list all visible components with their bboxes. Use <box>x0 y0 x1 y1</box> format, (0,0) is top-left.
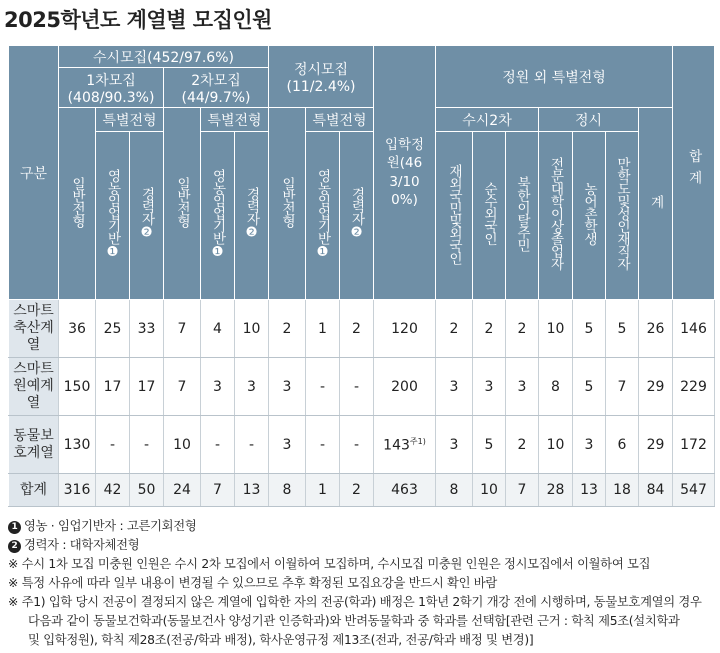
header-jeongsi-outside: 정시 <box>539 108 639 132</box>
table-row <box>9 358 715 416</box>
table-cell <box>340 300 374 358</box>
table-row <box>9 416 715 474</box>
cell-value: 13 <box>580 482 598 498</box>
cell-value: 3 <box>213 378 222 395</box>
header-special-3: 특별전형 <box>306 108 374 132</box>
cell-value: 4 <box>213 320 222 337</box>
header-career-3: 경력자❷ <box>340 132 374 300</box>
cell-value: - <box>214 436 221 453</box>
table-cell <box>201 416 235 474</box>
header-special-1: 특별전형 <box>96 108 164 132</box>
header-admission-quota-label: 입학정원(463/100%) <box>384 137 425 208</box>
table-cell <box>340 416 374 474</box>
table-cell <box>473 300 506 358</box>
table-cell <box>306 474 340 507</box>
cell-value: 17 <box>137 378 156 395</box>
table-cell <box>59 416 96 474</box>
header-outside: 정원 외 특별전형 <box>436 46 673 108</box>
cell-value: 2 <box>517 436 527 453</box>
table-cell <box>673 474 715 507</box>
note-5-line-3: 및 입학정원), 학칙 제28조(전공/학과 배정), 학사운영규정 제13조(전과, 전공/학과 배정 및 변경)] <box>28 633 534 647</box>
cell-value: 17 <box>103 378 122 395</box>
cell-value: - <box>248 436 255 453</box>
cell-value: 10 <box>173 436 191 453</box>
note-3: ※ 수시 1차 모집 미충원 인원은 수시 2차 모집에서 이월하여 모집하며, 수시모집 미충원 인원은 정시모집에서 이월하여 모집 <box>8 557 651 571</box>
table-cell <box>130 416 164 474</box>
table-cell <box>235 416 269 474</box>
notes <box>8 517 714 650</box>
table-cell <box>506 416 539 474</box>
cell-value: 84 <box>646 482 665 498</box>
cell-value: 1 <box>318 482 327 498</box>
table-cell <box>164 474 201 507</box>
cell-value: 5 <box>584 378 594 395</box>
cell-value: 8 <box>282 482 292 498</box>
table-cell <box>201 358 235 416</box>
header-susi2 <box>164 68 269 108</box>
admission-table <box>8 45 715 507</box>
cell-value: 10 <box>242 320 261 337</box>
cell-value: 3 <box>517 378 527 395</box>
header-rural: 농어촌학생 <box>573 132 606 300</box>
table-cell <box>539 416 573 474</box>
cell-value: 7 <box>617 378 627 395</box>
cell-value: 130 <box>63 436 91 453</box>
cell-value: 7 <box>517 482 527 498</box>
header-susi1-sub: (408/90.3%) <box>67 89 155 106</box>
cell-value: 2 <box>449 320 459 337</box>
table-cell <box>164 358 201 416</box>
table-cell <box>639 416 673 474</box>
table-cell <box>374 300 436 358</box>
header-jeongsi-sub: (11/2.4%) <box>286 78 356 95</box>
cell-value: 2 <box>352 320 361 337</box>
table-cell <box>59 358 96 416</box>
header-general-1: 일반전형 <box>59 108 96 300</box>
cell-value: 3 <box>584 436 594 453</box>
cell-value: 6 <box>617 436 627 453</box>
table-cell <box>269 358 306 416</box>
page-title: 2025학년도 계열별 모집인원 <box>4 8 272 32</box>
cell-value: 5 <box>617 320 627 337</box>
table-cell <box>506 474 539 507</box>
table-cell <box>59 474 96 507</box>
note-1-marker: 1 <box>8 521 21 534</box>
cell-value: - <box>353 378 360 395</box>
table-cell <box>506 300 539 358</box>
note-2-marker: 2 <box>8 540 21 553</box>
header-agri-1: 영농임업기반❶ <box>96 132 130 300</box>
cell-value: 7 <box>213 482 222 498</box>
cell-value: 2 <box>517 320 527 337</box>
cell-value: 26 <box>646 320 665 337</box>
cell-value: 3 <box>247 378 256 395</box>
table-cell <box>436 416 473 474</box>
table-cell <box>269 474 306 507</box>
cell-value: 8 <box>551 378 560 395</box>
table-cell <box>573 474 606 507</box>
cell-value: 547 <box>680 482 707 498</box>
header-susi1-label: 1차모집 <box>86 72 136 89</box>
cell-value: 5 <box>584 320 594 337</box>
table-cell <box>606 474 639 507</box>
table-cell <box>130 300 164 358</box>
cell-value: 13 <box>242 482 261 498</box>
header-jeongsi-label: 정시모집 <box>293 61 349 78</box>
table-cell <box>673 358 715 416</box>
cell-value: 150 <box>63 378 91 395</box>
header-gubun: 구분 <box>9 46 59 300</box>
cell-value: 2 <box>484 320 494 337</box>
header-adult: 만학도및성인재직자 <box>606 132 639 300</box>
header-total-label: 합계 <box>685 149 702 192</box>
table-cell <box>340 358 374 416</box>
note-5-line-1: ※ 주1) 입학 당시 전공이 결정되지 않은 계열에 입학한 자의 전공(학과) 배정은 1학년 2학기 개강 전에 시행하며, 동물보호계열의 경우 <box>8 595 702 609</box>
cell-value: 18 <box>613 482 631 498</box>
header-foreign: 재외국민및외국인 <box>436 132 473 300</box>
table-cell <box>673 300 715 358</box>
row-label: 합계 <box>9 474 59 507</box>
note-5-line-2: 다음과 같이 동물보건학과(동물보건사 양성기관 인증학과)와 반려동물학과 중 학과를 선택함[관련 근거 : 학칙 제5조(설치학과 <box>28 614 680 628</box>
cell-value: - <box>143 436 150 453</box>
table-cell <box>573 358 606 416</box>
header-subtotal: 계 <box>639 108 673 300</box>
table-cell <box>539 474 573 507</box>
header-defector: 북한이탈주민 <box>506 132 539 300</box>
note-1: 1 영농 · 임업기반자 : 고른기회전형 <box>8 517 714 536</box>
cell-value: 29 <box>646 436 665 453</box>
table-row <box>9 300 715 358</box>
table-cell <box>374 358 436 416</box>
table-cell <box>96 416 130 474</box>
cell-value: 172 <box>680 436 707 453</box>
table-cell <box>235 358 269 416</box>
table-cell <box>539 300 573 358</box>
header-total <box>673 46 715 300</box>
cell-value: 146 <box>680 320 707 337</box>
table-cell <box>201 300 235 358</box>
table-cell <box>539 358 573 416</box>
table-cell <box>306 416 340 474</box>
cell-value: 10 <box>546 436 565 453</box>
cell-value: 463 <box>391 482 418 498</box>
table-cell <box>130 474 164 507</box>
table-cell <box>164 300 201 358</box>
table-cell <box>473 474 506 507</box>
header-admission-quota <box>374 46 436 300</box>
table-cell <box>235 474 269 507</box>
table-cell <box>673 416 715 474</box>
cell-value: 3 <box>282 436 292 453</box>
header-special-2: 특별전형 <box>201 108 269 132</box>
header-agri-3: 영농임업기반❶ <box>306 132 340 300</box>
header-career-1: 경력자❷ <box>130 132 164 300</box>
header-general-3: 일반전형 <box>269 108 306 300</box>
table-cell <box>639 300 673 358</box>
cell-value: 1 <box>318 320 327 337</box>
header-agri-2: 영농임업기반❶ <box>201 132 235 300</box>
row-label: 스마트축산계열 <box>9 300 59 358</box>
cell-value: 36 <box>68 320 86 337</box>
header-susi1 <box>59 68 164 108</box>
cell-value: 3 <box>484 378 494 395</box>
table-cell <box>96 358 130 416</box>
header-susi: 수시모집(452/97.6%) <box>59 46 269 68</box>
cell-value: 10 <box>480 482 498 498</box>
table-cell <box>606 358 639 416</box>
cell-value: 7 <box>177 378 187 395</box>
header-susi2cha: 수시2차 <box>436 108 539 132</box>
cell-value: 2 <box>352 482 361 498</box>
cell-value: 33 <box>137 320 156 337</box>
table-cell <box>639 474 673 507</box>
cell-value: 316 <box>63 482 91 498</box>
cell-value: 8 <box>449 482 459 498</box>
cell-value: 143 <box>383 437 410 454</box>
table-cell <box>164 416 201 474</box>
cell-value: 24 <box>173 482 191 498</box>
table-cell <box>436 358 473 416</box>
header-susi2-label: 2차모집 <box>191 72 241 89</box>
header-susi2-sub: (44/9.7%) <box>181 89 251 106</box>
header-vocational: 전문대학이상졸업자 <box>539 132 573 300</box>
table-cell <box>573 416 606 474</box>
cell-value: - <box>353 436 360 453</box>
cell-value: - <box>319 378 326 395</box>
header-pure-foreign: 순수외국인 <box>473 132 506 300</box>
table-cell <box>506 358 539 416</box>
table-row <box>9 474 715 507</box>
cell-value: 200 <box>391 378 418 395</box>
cell-value: 3 <box>449 378 459 395</box>
header-general-2: 일반전형 <box>164 108 201 300</box>
cell-value: 5 <box>484 436 494 453</box>
table-cell <box>130 358 164 416</box>
table-cell <box>473 358 506 416</box>
table-cell <box>473 416 506 474</box>
table-cell <box>96 300 130 358</box>
row-label: 동물보호계열 <box>9 416 59 474</box>
table-cell <box>340 474 374 507</box>
note-2: 2 경력자 : 대학자체전형 <box>8 536 714 555</box>
footnote-marker: 주1) <box>409 436 426 446</box>
table-cell <box>201 474 235 507</box>
cell-value: - <box>109 436 116 453</box>
header-career-2: 경력자❷ <box>235 132 269 300</box>
table-cell <box>306 358 340 416</box>
cell-value: 2 <box>282 320 292 337</box>
table-cell <box>639 358 673 416</box>
table-cell <box>235 300 269 358</box>
table-cell <box>436 474 473 507</box>
table-cell <box>374 474 436 507</box>
row-label: 스마트원예계열 <box>9 358 59 416</box>
cell-value: 3 <box>282 378 292 395</box>
table-cell <box>59 300 96 358</box>
cell-value: 229 <box>680 378 707 395</box>
cell-value: 120 <box>391 320 418 337</box>
table-cell <box>606 416 639 474</box>
table-cell <box>436 300 473 358</box>
table-cell <box>96 474 130 507</box>
cell-value: 42 <box>103 482 122 498</box>
table-cell <box>606 300 639 358</box>
cell-value: 7 <box>177 320 187 337</box>
cell-value: 25 <box>103 320 122 337</box>
cell-value: - <box>319 436 326 453</box>
table-cell <box>573 300 606 358</box>
table-cell <box>269 416 306 474</box>
cell-value: 29 <box>646 378 665 395</box>
cell-value: 28 <box>546 482 565 498</box>
cell-value: 50 <box>137 482 156 498</box>
cell-value: 10 <box>546 320 565 337</box>
cell-value: 3 <box>449 436 459 453</box>
table-cell <box>306 300 340 358</box>
note-4: ※ 특정 사유에 따라 일부 내용이 변경될 수 있으므로 추후 확정된 모집요강을 반드시 확인 바람 <box>8 576 497 590</box>
table-cell <box>269 300 306 358</box>
header-jeongsi <box>269 46 374 108</box>
table-cell <box>374 416 436 474</box>
